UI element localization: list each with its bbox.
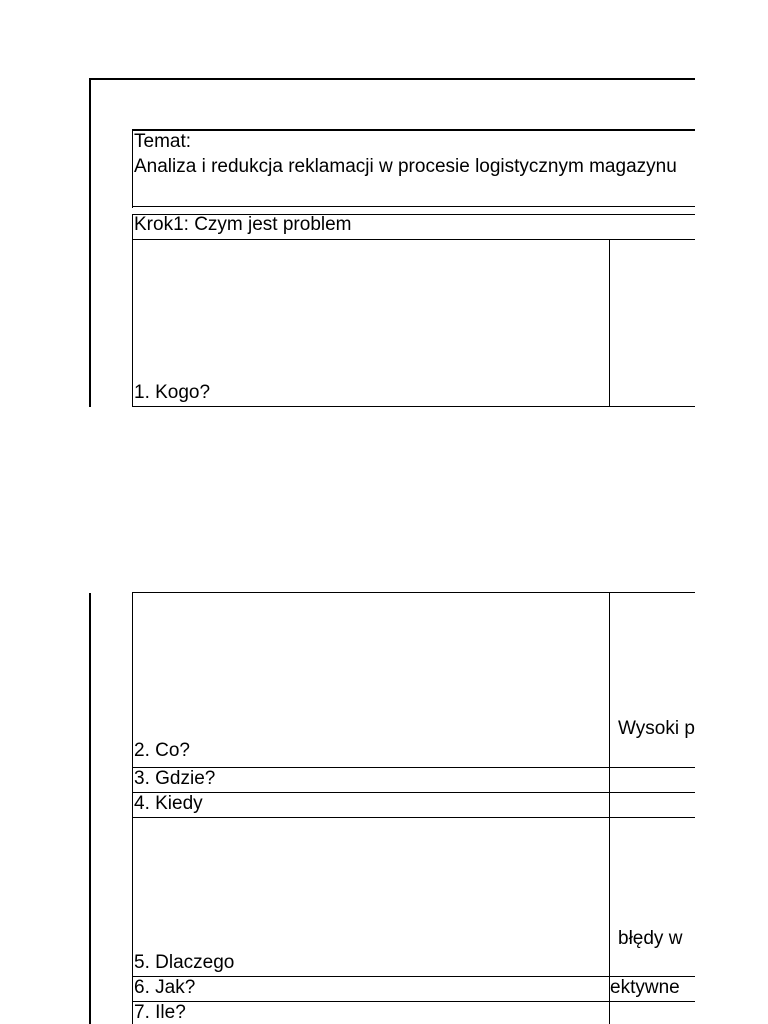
question-when: 4. Kiedy [134,793,203,814]
row-divider-2 [132,792,695,793]
answer-how: ektywne [610,977,680,998]
topic-box-top [132,129,695,131]
question-why: 5. Dlaczego [134,952,235,973]
row-divider-5 [132,1001,695,1002]
question-where: 3. Gdzie? [134,768,216,789]
topic-title: Analiza i redukcja reklamacji w procesie logistycznym magazynu [134,156,677,177]
step1-bottom [132,406,695,407]
answer-why: błędy w [618,928,683,949]
topic-box-left [132,129,133,208]
page-1-left-border [89,78,91,407]
question-how: 6. Jak? [134,977,196,998]
table2-top [132,592,695,593]
question-who: 1. Kogo? [134,382,211,403]
table2-left [132,592,133,1024]
topic-box-bottom [132,206,695,207]
step1-header: Krok1: Czym jest problem [134,214,352,235]
step1-column-divider [609,239,610,407]
step1-left [132,214,133,407]
page-1-top-border [89,78,695,80]
row-divider-1 [132,767,695,768]
row-divider-3 [132,817,695,818]
question-what: 2. Co? [134,740,190,761]
topic-label: Temat: [134,131,192,152]
table2-column-divider [609,592,610,1024]
question-how-many: 7. Ile? [134,1002,186,1023]
step1-header-bottom [132,239,695,240]
answer-what: Wysoki p [618,718,695,739]
page-2-left-border [89,593,91,1024]
